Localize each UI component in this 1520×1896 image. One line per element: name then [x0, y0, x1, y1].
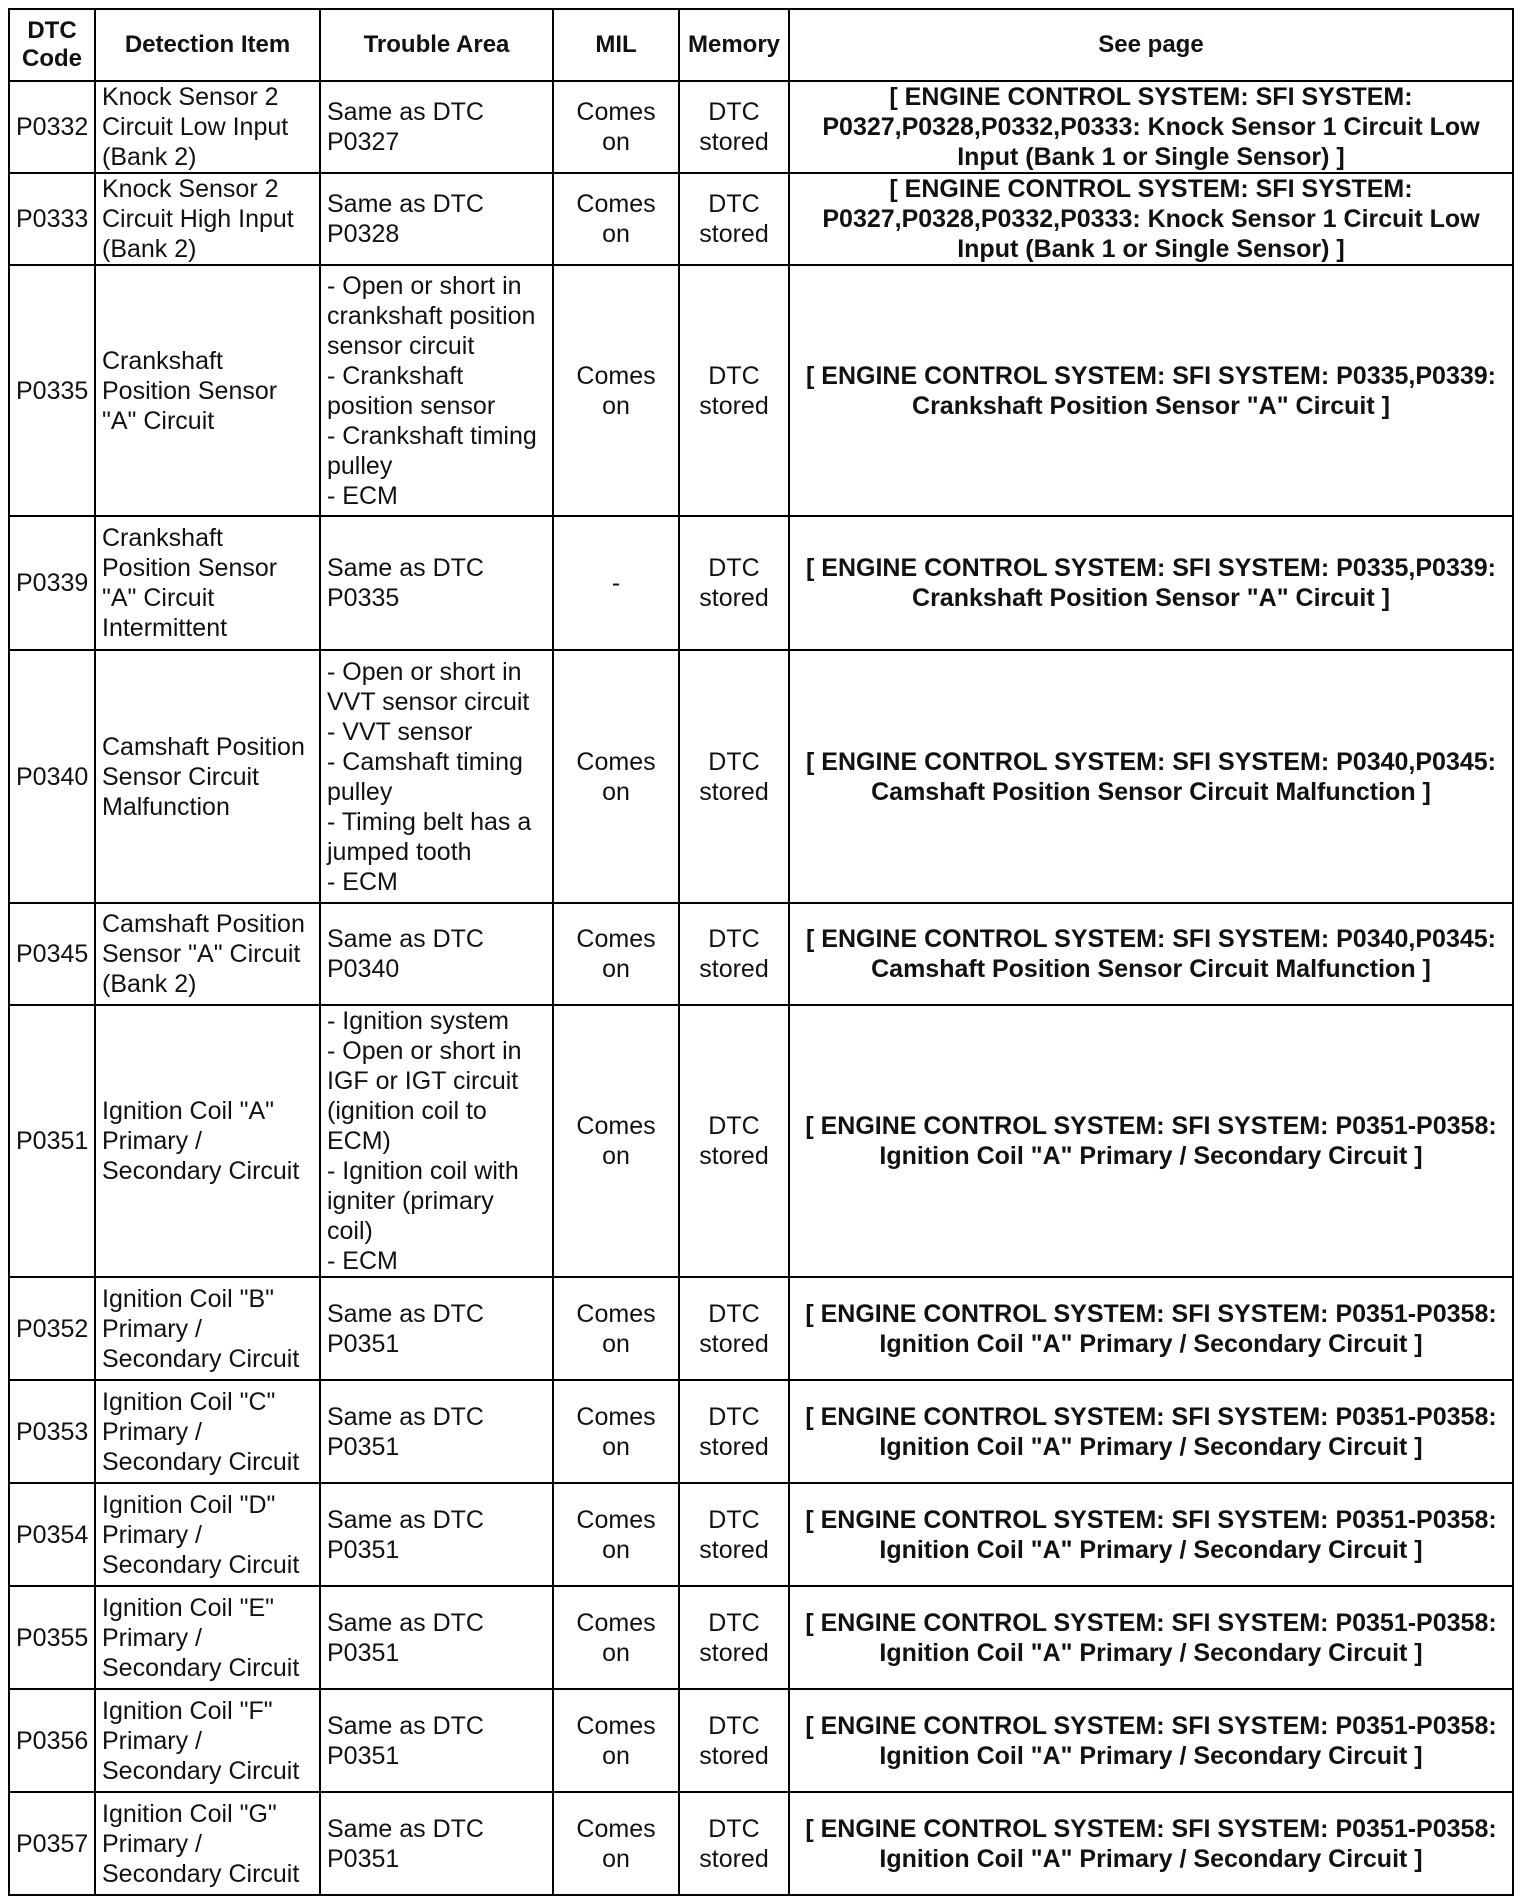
trouble-area-cell: Same as DTC P0351	[320, 1277, 553, 1380]
dtc-code-cell: P0351	[9, 1005, 95, 1277]
memory-cell: DTC stored	[679, 516, 789, 650]
trouble-area-cell: Same as DTC P0351	[320, 1792, 553, 1895]
detection-item-cell: Camshaft Position Sensor Circuit Malfunction	[95, 650, 320, 903]
dtc-code-cell: P0356	[9, 1689, 95, 1792]
memory-cell: DTC stored	[679, 1380, 789, 1483]
detection-item-cell: Camshaft Position Sensor "A" Circuit (Bank 2)	[95, 903, 320, 1005]
memory-cell: DTC stored	[679, 1277, 789, 1380]
see-page-link[interactable]: [ ENGINE CONTROL SYSTEM: SFI SYSTEM: P0335,P0339: Crankshaft Position Sensor "A" Circuit ]	[789, 265, 1513, 516]
table-row	[9, 1792, 1513, 1895]
detection-item-cell: Crankshaft Position Sensor "A" Circuit Intermittent	[95, 516, 320, 650]
memory-cell: DTC stored	[679, 173, 789, 265]
see-page-link[interactable]: [ ENGINE CONTROL SYSTEM: SFI SYSTEM: P0327,P0328,P0332,P0333: Knock Sensor 1 Circuit Low Input (Bank 1 or Single Sensor) ]	[789, 173, 1513, 265]
detection-item-cell: Knock Sensor 2 Circuit High Input (Bank 2)	[95, 173, 320, 265]
see-page-link[interactable]: [ ENGINE CONTROL SYSTEM: SFI SYSTEM: P0340,P0345: Camshaft Position Sensor Circuit Malfunction ]	[789, 903, 1513, 1005]
dtc-code-cell: P0339	[9, 516, 95, 650]
mil-cell: Comes on	[553, 1277, 679, 1380]
trouble-area-cell: Same as DTC P0351	[320, 1483, 553, 1586]
trouble-area-cell: - Ignition system - Open or short in IGF or IGT circuit (ignition coil to ECM) - Ignition coil with igniter (primary coil) - ECM	[320, 1005, 553, 1277]
memory-cell: DTC stored	[679, 265, 789, 516]
header-memory: Memory	[679, 9, 789, 81]
dtc-code-cell: P0353	[9, 1380, 95, 1483]
detection-item-cell: Ignition Coil "B" Primary / Secondary Circuit	[95, 1277, 320, 1380]
memory-cell: DTC stored	[679, 81, 789, 173]
table-row	[9, 1005, 1513, 1277]
detection-item-cell: Ignition Coil "D" Primary / Secondary Circuit	[95, 1483, 320, 1586]
memory-cell: DTC stored	[679, 903, 789, 1005]
detection-item-cell: Knock Sensor 2 Circuit Low Input (Bank 2)	[95, 81, 320, 173]
mil-cell: Comes on	[553, 1792, 679, 1895]
table-row	[9, 1380, 1513, 1483]
dtc-code-cell: P0357	[9, 1792, 95, 1895]
see-page-link[interactable]: [ ENGINE CONTROL SYSTEM: SFI SYSTEM: P0335,P0339: Crankshaft Position Sensor "A" Circuit ]	[789, 516, 1513, 650]
table-row	[9, 265, 1513, 516]
memory-cell: DTC stored	[679, 1586, 789, 1689]
mil-cell: Comes on	[553, 1689, 679, 1792]
table-row	[9, 173, 1513, 265]
trouble-area-cell: Same as DTC P0351	[320, 1586, 553, 1689]
mil-cell: Comes on	[553, 1380, 679, 1483]
mil-cell: Comes on	[553, 265, 679, 516]
table-row	[9, 650, 1513, 903]
table-row	[9, 516, 1513, 650]
dtc-code-cell: P0345	[9, 903, 95, 1005]
table-row	[9, 1689, 1513, 1792]
trouble-area-cell: Same as DTC P0351	[320, 1689, 553, 1792]
memory-cell: DTC stored	[679, 1792, 789, 1895]
dtc-table	[8, 8, 1514, 1896]
trouble-area-cell: Same as DTC P0335	[320, 516, 553, 650]
detection-item-cell: Ignition Coil "A" Primary / Secondary Circuit	[95, 1005, 320, 1277]
dtc-code-cell: P0333	[9, 173, 95, 265]
mil-cell: Comes on	[553, 903, 679, 1005]
mil-cell: -	[553, 516, 679, 650]
table-row	[9, 903, 1513, 1005]
see-page-link[interactable]: [ ENGINE CONTROL SYSTEM: SFI SYSTEM: P0351-P0358: Ignition Coil "A" Primary / Secondary Circuit ]	[789, 1005, 1513, 1277]
detection-item-cell: Ignition Coil "E" Primary / Secondary Circuit	[95, 1586, 320, 1689]
detection-item-cell: Ignition Coil "F" Primary / Secondary Circuit	[95, 1689, 320, 1792]
see-page-link[interactable]: [ ENGINE CONTROL SYSTEM: SFI SYSTEM: P0351-P0358: Ignition Coil "A" Primary / Secondary Circuit ]	[789, 1380, 1513, 1483]
dtc-code-cell: P0355	[9, 1586, 95, 1689]
dtc-code-cell: P0332	[9, 81, 95, 173]
header-dtc-code-label: DTC Code	[22, 17, 82, 72]
mil-cell: Comes on	[553, 81, 679, 173]
detection-item-cell: Ignition Coil "C" Primary / Secondary Circuit	[95, 1380, 320, 1483]
detection-item-cell: Crankshaft Position Sensor "A" Circuit	[95, 265, 320, 516]
dtc-code-cell: P0335	[9, 265, 95, 516]
header-dtc-code	[9, 9, 95, 81]
memory-cell: DTC stored	[679, 1005, 789, 1277]
trouble-area-cell: Same as DTC P0340	[320, 903, 553, 1005]
dtc-code-cell: P0340	[9, 650, 95, 903]
mil-cell: Comes on	[553, 650, 679, 903]
see-page-link[interactable]: [ ENGINE CONTROL SYSTEM: SFI SYSTEM: P0351-P0358: Ignition Coil "A" Primary / Secondary Circuit ]	[789, 1277, 1513, 1380]
mil-cell: Comes on	[553, 1483, 679, 1586]
dtc-code-cell: P0354	[9, 1483, 95, 1586]
see-page-link[interactable]: [ ENGINE CONTROL SYSTEM: SFI SYSTEM: P0327,P0328,P0332,P0333: Knock Sensor 1 Circuit Low Input (Bank 1 or Single Sensor) ]	[789, 81, 1513, 173]
trouble-area-cell: Same as DTC P0327	[320, 81, 553, 173]
table-row	[9, 1586, 1513, 1689]
table-row	[9, 1277, 1513, 1380]
table-row	[9, 1483, 1513, 1586]
see-page-link[interactable]: [ ENGINE CONTROL SYSTEM: SFI SYSTEM: P0351-P0358: Ignition Coil "A" Primary / Secondary Circuit ]	[789, 1689, 1513, 1792]
trouble-area-cell: Same as DTC P0328	[320, 173, 553, 265]
see-page-link[interactable]: [ ENGINE CONTROL SYSTEM: SFI SYSTEM: P0351-P0358: Ignition Coil "A" Primary / Secondary Circuit ]	[789, 1792, 1513, 1895]
mil-cell: Comes on	[553, 173, 679, 265]
trouble-area-cell: - Open or short in VVT sensor circuit - VVT sensor - Camshaft timing pulley - Timing belt has a jumped tooth - ECM	[320, 650, 553, 903]
trouble-area-cell: Same as DTC P0351	[320, 1380, 553, 1483]
see-page-link[interactable]: [ ENGINE CONTROL SYSTEM: SFI SYSTEM: P0351-P0358: Ignition Coil "A" Primary / Secondary Circuit ]	[789, 1586, 1513, 1689]
mil-cell: Comes on	[553, 1005, 679, 1277]
see-page-link[interactable]: [ ENGINE CONTROL SYSTEM: SFI SYSTEM: P0340,P0345: Camshaft Position Sensor Circuit Malfunction ]	[789, 650, 1513, 903]
header-mil: MIL	[553, 9, 679, 81]
memory-cell: DTC stored	[679, 1483, 789, 1586]
mil-cell: Comes on	[553, 1586, 679, 1689]
table-header-row	[9, 9, 1513, 81]
header-detection-item: Detection Item	[95, 9, 320, 81]
see-page-link[interactable]: [ ENGINE CONTROL SYSTEM: SFI SYSTEM: P0351-P0358: Ignition Coil "A" Primary / Secondary Circuit ]	[789, 1483, 1513, 1586]
memory-cell: DTC stored	[679, 650, 789, 903]
header-trouble-area: Trouble Area	[320, 9, 553, 81]
dtc-code-cell: P0352	[9, 1277, 95, 1380]
header-see-page: See page	[789, 9, 1513, 81]
table-row	[9, 81, 1513, 173]
trouble-area-cell: - Open or short in crankshaft position sensor circuit - Crankshaft position sensor - Crankshaft timing pulley - ECM	[320, 265, 553, 516]
detection-item-cell: Ignition Coil "G" Primary / Secondary Circuit	[95, 1792, 320, 1895]
memory-cell: DTC stored	[679, 1689, 789, 1792]
